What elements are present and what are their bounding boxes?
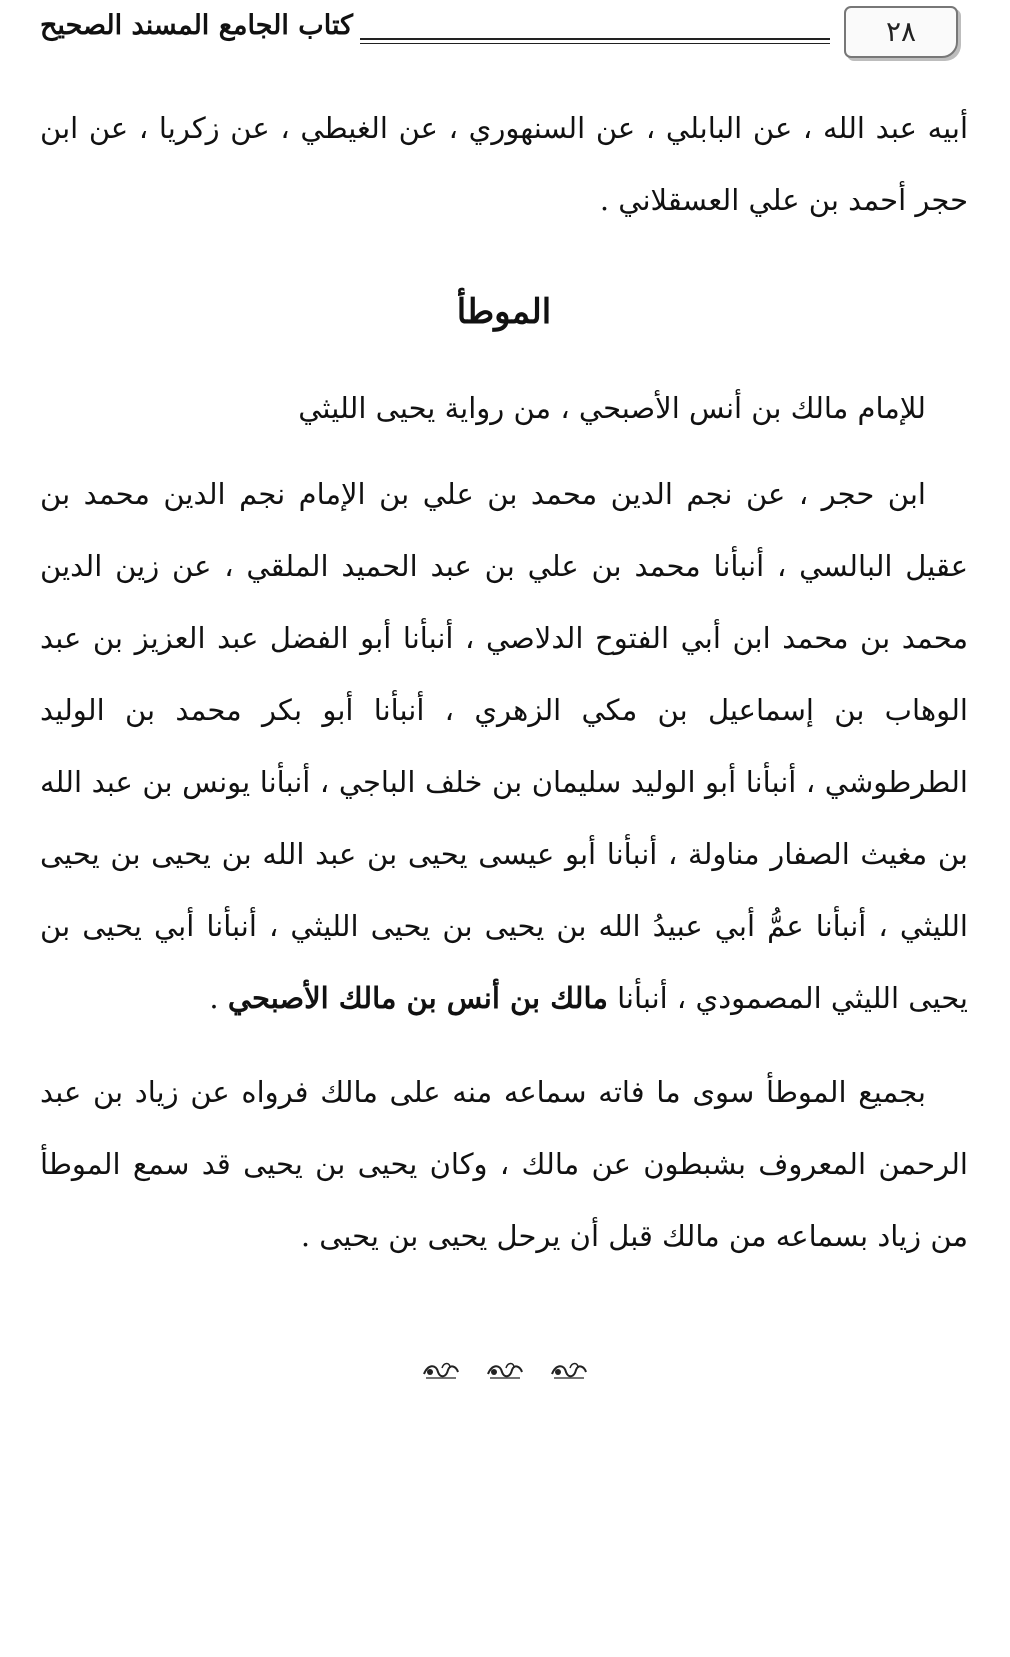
chain-end: .: [209, 981, 228, 1015]
section-subtitle: للإمام مالك بن أنس الأصبحي ، من رواية يحيى الليثي: [298, 391, 926, 425]
floral-ornament-icon: [484, 1360, 526, 1384]
running-title: كتاب الجامع المسند الصحيح: [40, 10, 353, 41]
chain-text: ابن حجر ، عن نجم الدين محمد بن علي بن الإمام نجم الدين محمد بن عقيل البالسي ، أنبأنا محمد بن علي بن عبد الحميد الملقي ، عن زين الدين محمد بن محمد ابن أبي الفتوح الدلاصي ، أنبأنا أبو الفضل عبد العزيز بن عبد الوهاب بن إسماعيل بن مكي الزهري ، أنبأنا أبو بكر محمد بن الوليد الطرطوشي ، أنبأنا أبو الوليد سليمان بن خلف الباجي ، أنبأنا يونس بن عبد الله بن مغيث الصفار مناولة ، أنبأنا أبو عيسى يحيى بن عبد الله بن يحيى بن يحيى الليثي ، أنبأنا عمُّ أبي عبيدُ الله بن يحيى بن يحيى الليثي ، أنبأنا أبي يحيى بن يحيى الليثي المصمودي ، أنبأنا: [40, 477, 968, 1015]
closing-paragraph: بجميع الموطأ سوى ما فاته سماعه منه على مالك فرواه عن زياد بن عبد الرحمن المعروف بشبطون عن مالك ، وكان يحيى بن يحيى قد سمع الموطأ من زياد بسماعه من مالك قبل أن يرحل يحيى بن يحيى .: [40, 1075, 968, 1253]
section-title: الموطأ: [456, 292, 552, 332]
chain-paragraph: [40, 458, 968, 1034]
page-content: [40, 92, 968, 1272]
intro-paragraph: أبيه عبد الله ، عن البابلي ، عن السنهوري ، عن الغيطي ، عن زكريا ، عن ابن حجر أحمد بن علي العسقلاني .: [40, 111, 968, 217]
page-number-box: [844, 6, 958, 58]
header-rule: [360, 38, 830, 44]
chain-bold-name: مالك بن أنس بن مالك الأصبحي: [227, 981, 608, 1015]
page-number: ٢٨: [885, 15, 917, 48]
floral-ornament-icon: [420, 1360, 462, 1384]
section-end-ornaments: [0, 1360, 1010, 1384]
floral-ornament-icon: [548, 1360, 590, 1384]
